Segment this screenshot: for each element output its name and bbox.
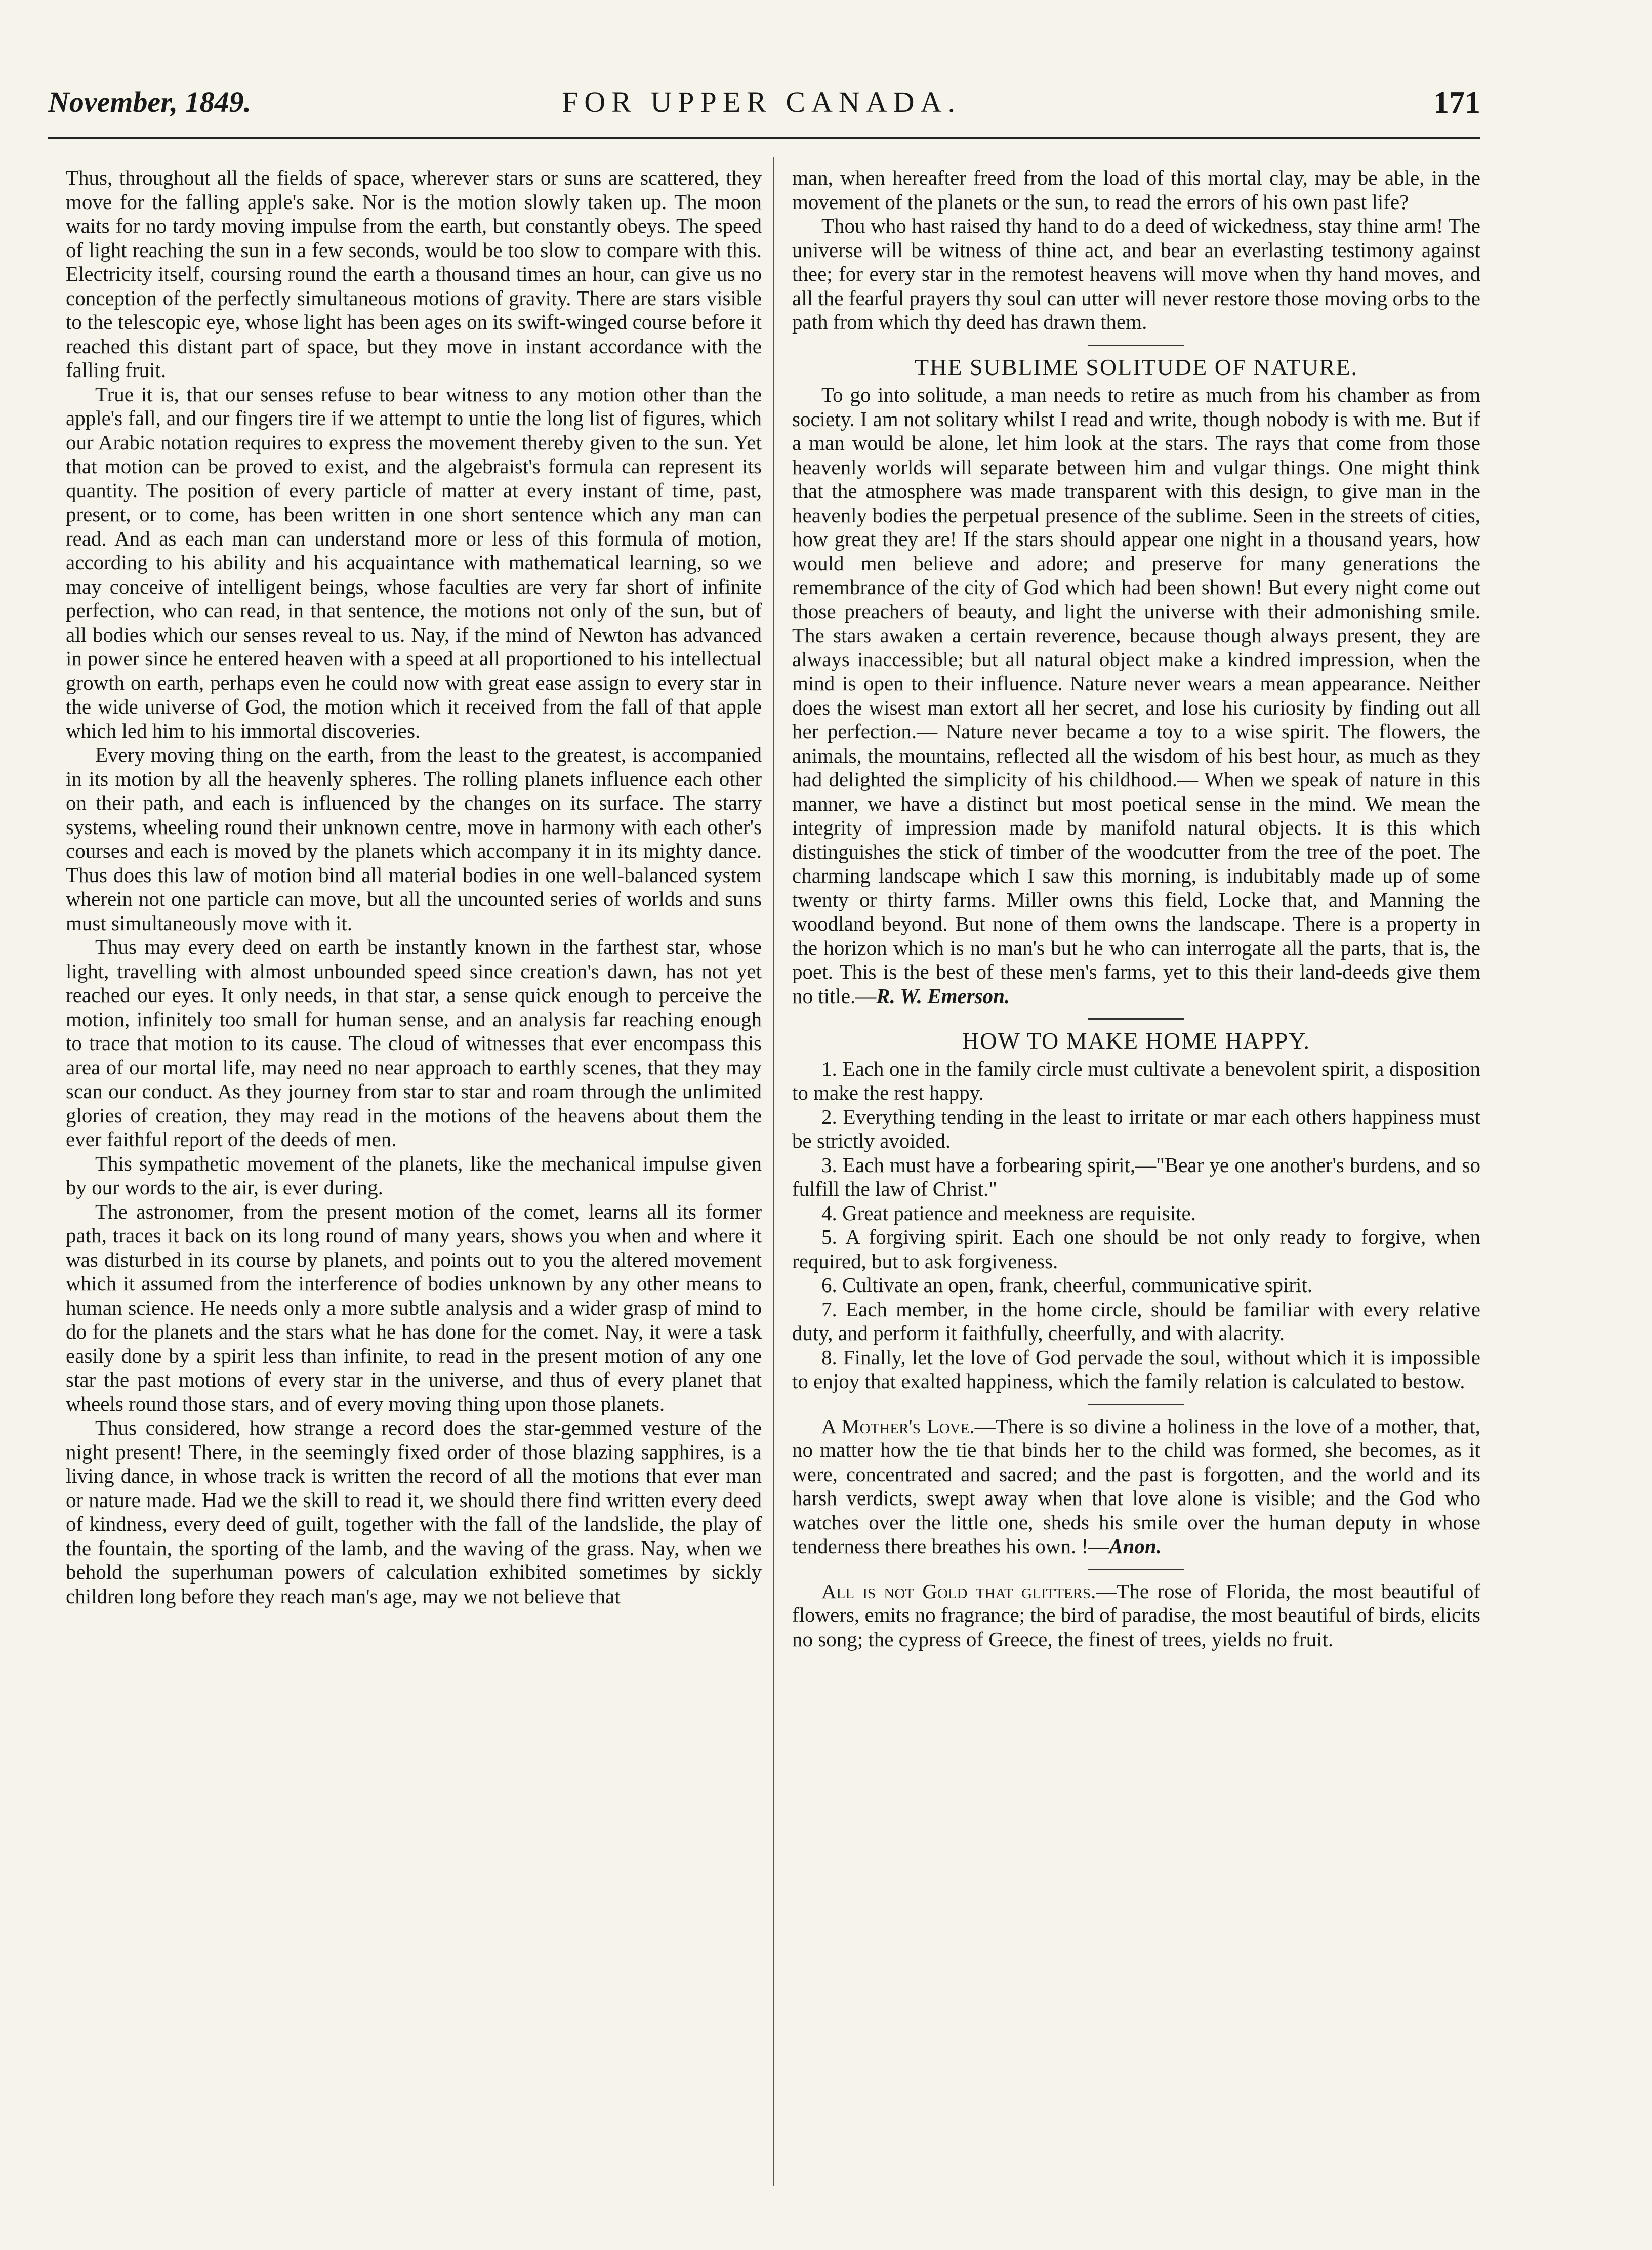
article-paragraph: Thus, throughout all the fields of space, wherever stars or suns are scattered, they move for the falling apple's sake. Nor is the motion slowly taken up. The moon waits for no tardy moving impulse from the earth, but constantly obeys. The speed of light reaching the sun in a few seconds, would be too slow to compare with this. Electricity itself, coursing round the earth a thousand times an hour, can give us no conception of the perfectly simultaneous motions of gravity. There are stars visible to the telescopic eye, whose light has been ages on its swift-winged course before it reached this distant part of space, but they move in instant accordance with the falling fruit.: [66, 166, 762, 382]
section-separator: [1088, 1569, 1184, 1570]
list-item: 1. Each one in the family circle must cultivate a benevolent spirit, a disposition to make the rest happy.: [792, 1057, 1480, 1104]
section-heading-home: HOW TO MAKE HOME HAPPY.: [962, 1028, 1310, 1054]
list-item: 6. Cultivate an open, frank, cheerful, communicative spirit.: [821, 1273, 1313, 1297]
list-item: 8. Finally, let the love of God pervade the soul, without which it is impossible to enjoy that exalted happiness, which the family relation is calculated to bestow.: [792, 1345, 1480, 1393]
article-paragraph: man, when hereafter freed from the load of this mortal clay, may be able, in the movement of the planets or the sun, to read the errors of his own past life?: [792, 166, 1480, 214]
mother-text: —There is so divine a holiness in the love of a mother, that, no matter how the tie that binds her to the child was formed, she becomes, as it were, concentrated and sacred; and the past is forgotten, and the world and its harsh verdicts, swept away when that love alone is visible; and the God who watches over the little one, sheds his smile over the human deputy in whose tenderness there breathes his own. !—: [792, 1414, 1480, 1558]
mother-lead: A Mother's Love.: [821, 1414, 975, 1438]
gold-lead: All is not Gold that glitters.: [821, 1579, 1096, 1603]
running-head: [48, 85, 1480, 131]
sublime-text: To go into solitude, a man needs to retire as much from his chamber as from society. I am not solitary whilst I read and write, though nobody is with me. But if a man would be alone, let him look at the stars. The rays that come from those heavenly worlds will separate between him and vulgar things. One might think that the atmosphere was made transparent with this design, to give man in the heavenly bodies the perpetual presence of the sublime. Seen in the streets of cities, how great they are! If the stars should appear one night in a thousand years, how would men believe and adore; and preserve for many generations the remembrance of the city of God which had been shown! But every night come out those preachers of beauty, and light the universe with their admonishing smile. The stars awaken a certain reverence, because though always present, they are always inaccessible; but all natural object make a kindred impression, when the mind is open to their influence. Nature never wears a mean appearance. Neither does the wisest man extort all her secret, and lose his curiosity by finding out all her perfection.— Nature never became a toy to a wise spirit. The flowers, the animals, the mountains, reflected all the wisdom of his best hour, as much as they had delighted the simplicity of his childhood.— When we speak of nature in this manner, we have a distinct but most poetical sense in the mind. We mean the integrity of impression made by manifold natural objects. It is this which distinguishes the stick of timber of the woodcutter from the tree of the poet. The charming landscape which I saw this morning, is indubitably made up of some twenty or thirty farms. Miller owns this field, Locke that, and Manning the woodland beyond. But none of them owns the landscape. There is a property in the horizon which is no man's but he who can interrogate all the parts, that is, the poet. This is the best of these men's farms, yet to this their land-deeds give them no title.—: [792, 383, 1480, 1008]
list-item: 4. Great patience and meekness are requisite.: [821, 1201, 1196, 1225]
list-item: 2. Everything tending in the least to irritate or mar each others happiness must be strictly avoided.: [792, 1105, 1480, 1152]
mother-paragraph: [792, 1414, 1480, 1559]
article-paragraph: This sympathetic movement of the planets, like the mechanical impulse given by our words to the air, is ever during.: [66, 1151, 762, 1199]
mother-author: Anon.: [1109, 1534, 1162, 1558]
publication-title: FOR UPPER CANADA.: [562, 86, 961, 118]
section-separator: [1088, 1018, 1184, 1020]
gold-paragraph: [792, 1579, 1480, 1652]
sublime-author: R. W. Emerson.: [876, 984, 1010, 1008]
section-separator: [1088, 345, 1184, 346]
right-column: [792, 166, 1480, 1651]
list-item: 3. Each must have a forbearing spirit,—"Bear ye one another's burdens, and so fulfill the law of Christ.": [792, 1153, 1480, 1200]
list-item: 5. A forgiving spirit. Each one should be not only ready to forgive, when required, but to ask forgiveness.: [792, 1225, 1480, 1273]
page-number: 171: [1433, 86, 1480, 120]
left-column: [66, 166, 762, 1608]
header-rule: [48, 137, 1480, 139]
section-heading-sublime: THE SUBLIME SOLITUDE OF NATURE.: [915, 354, 1358, 380]
list-item: 7. Each member, in the home circle, should be familiar with every relative duty, and perform it faithfully, cheerfully, and with alacrity.: [792, 1297, 1480, 1345]
article-paragraph: Thus may every deed on earth be instantly known in the farthest star, whose light, travelling with almost unbounded speed since creation's dawn, has not yet reached our eyes. It only needs, in that star, a sense quick enough to perceive the motion, infinitely too small for human sense, and an analysis far reaching enough to trace that motion to its cause. The cloud of witnesses that ever encompass this area of our mortal life, may need no near approach to earthly scenes, that they may scan our conduct. As they journey from star to star and roam through the unlimited glories of creation, they may read in the motions of the heavens about them the ever faithful report of the deeds of men.: [66, 935, 762, 1151]
section-separator: [1088, 1404, 1184, 1405]
article-paragraph: The astronomer, from the present motion of the comet, learns all its former path, traces it back on its long round of many years, shows you when and where it was disturbed in its course by planets, and points out to you the altered movement which it assumed from the interference of bodies unknown by any other means to human science. He needs only a more subtle analysis and a wider grasp of mind to do for the planets and the stars what he has done for the comet. Nay, it were a task easily done by a spirit less than infinite, to read in the present motion of any one star the past motions of every star in the universe, and thus of every planet that wheels round those stars, and of every moving thing upon those planets.: [66, 1199, 762, 1415]
sublime-paragraph: [792, 383, 1480, 1008]
article-paragraph: Thou who hast raised thy hand to do a deed of wickedness, stay thine arm! The universe will be witness of thine act, and bear an everlasting testimony against thee; for every star in the remotest heavens will move when thy hand moves, and all the fearful prayers thy soul can utter will never restore those moving orbs to the path from which thy deed has drawn them.: [792, 214, 1480, 334]
issue-date: November, 1849.: [48, 86, 252, 118]
article-paragraph: Every moving thing on the earth, from the least to the greatest, is accompanied in its motion by all the heavenly spheres. The rolling planets influence each other on their path, and each is influenced by the changes on its surface. The starry systems, wheeling round their unknown centre, move in harmony with each other's courses and each is moved by the planets which accompany it in its mighty dance. Thus does this law of motion bind all material bodies in one well-balanced system wherein not one particle can move, but all the uncounted series of worlds and suns must simultaneously move with it.: [66, 743, 762, 935]
article-paragraph: True it is, that our senses refuse to bear witness to any motion other than the apple's fall, and our fingers tire if we attempt to untie the long list of figures, which our Arabic notation requires to express the movement thereby given to the sun. Yet that motion can be proved to exist, and the algebraist's formula can represent its quantity. The position of every particle of matter at every instant of time, past, present, or to come, has been written in one short sentence which any man can read. And as each man can understand more or less of this formula of motion, according to his ability and his acquaintance with mathematical learning, so we may conceive of intelligent beings, whose faculties are very far short of infinite perfection, who can read, in that sentence, the motions not only of the sun, but of all bodies which our senses reveal to us. Nay, if the mind of Newton has advanced in power since he entered heaven with a speed at all proportioned to his intellectual growth on earth, perhaps even he could now with great ease assign to every star in the wide universe of God, the motion which it received from the fall of that apple which led him to his immortal discoveries.: [66, 382, 762, 742]
article-paragraph: Thus considered, how strange a record does the star-gemmed vesture of the night present! There, in the seemingly fixed order of those blazing sapphires, is a living dance, in whose track is written the record of all the motions that ever man or nature made. Had we the skill to read it, we should there find written every deed of kindness, every deed of guilt, together with the fall of the landslide, the play of the fountain, the sporting of the lamb, and the waving of the grass. Nay, when we behold the superhuman powers of calculation exhibited sometimes by sickly children long before they reach man's age, may we not believe that: [66, 1416, 762, 1608]
column-divider: [773, 157, 774, 2186]
gold-text: —The rose of Florida, the most beautiful of flowers, emits no fragrance; the bird of paradise, the most beautiful of birds, elicits no song; the cypress of Greece, the finest of trees, yields no fruit.: [792, 1579, 1480, 1651]
